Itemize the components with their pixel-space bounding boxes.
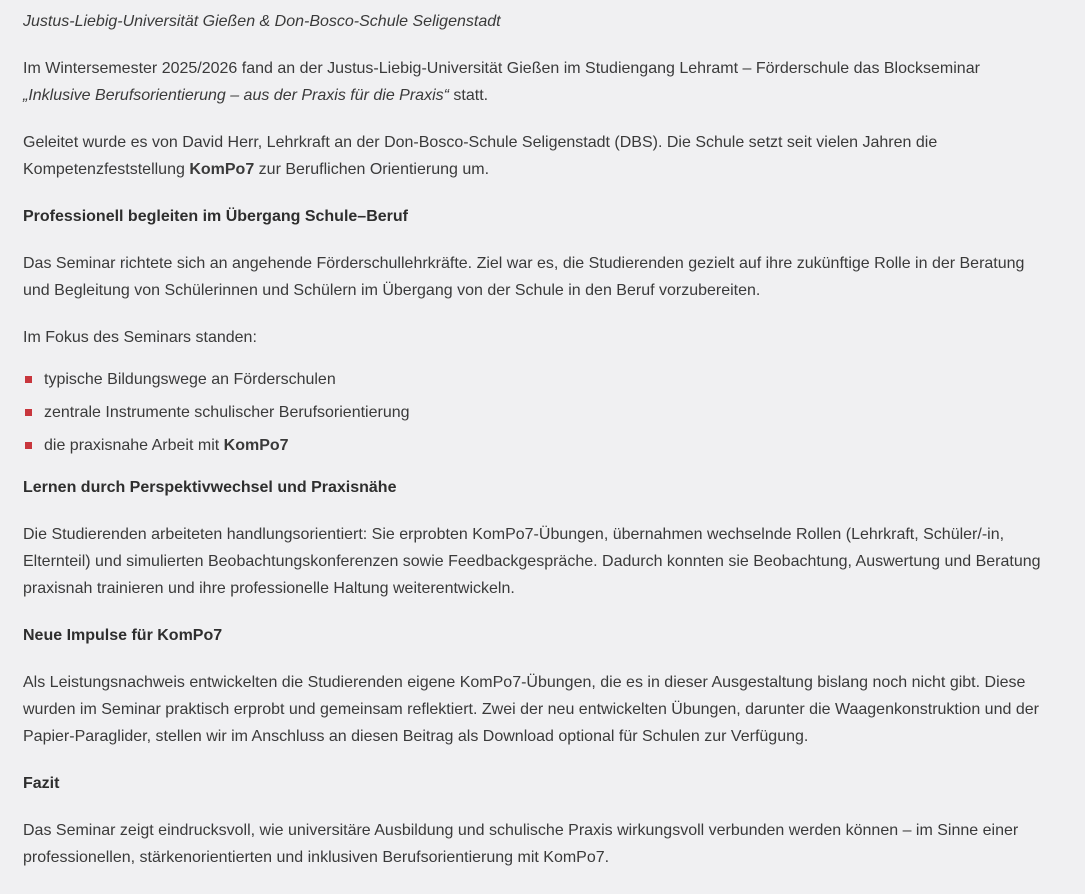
leader-paragraph (23, 129, 1045, 183)
focus-intro: Im Fokus des Seminars standen: (23, 329, 257, 346)
section-paragraph-professional: Das Seminar richtete sich an angehende Förderschullehrkräfte. Ziel war es, die Studierenden gezielt auf ihre zukünftige Rolle in der Beratung und Begleitung von Schülerinnen und Schülern im Übergang von der Schule in den Beruf vorzubereiten. (23, 255, 1025, 299)
intro-paragraph (23, 55, 1045, 109)
list-item-text: die praxisnahe Arbeit mit (44, 437, 224, 454)
byline: Justus-Liebig-Universität Gießen & Don-Bosco-Schule Seligenstadt (23, 13, 501, 30)
list-item (23, 396, 1045, 429)
section-paragraph-impulses: Als Leistungsnachweis entwickelten die Studierenden eigene KomPo7-Übungen, die es in dieser Ausgestaltung bislang noch nicht gibt. Diese wurden im Seminar praktisch erprobt und gemeinsam reflektiert. Zwei der neu entwickelten Übungen, darunter die Waagenkonstruktion und der Papier-Paraglider, stellen wir im Anschluss an diesen Beitrag als Download optional für Schulen zur Verfügung. (23, 674, 1039, 745)
intro-text-end: statt. (448, 87, 489, 104)
seminar-title: „Inklusive Berufsorientierung – aus der Praxis für die Praxis“ (23, 87, 449, 104)
kompo7-strong: KomPo7 (189, 161, 255, 178)
kompo7-strong: KomPo7 (223, 437, 289, 454)
square-bullet-icon (25, 376, 32, 383)
list-item-text: typische Bildungswege an Förderschulen (44, 371, 336, 388)
leader-text-end: zur Beruflichen Orientierung um. (254, 161, 490, 178)
section-heading-perspective: Lernen durch Perspektivwechsel und Praxisnähe (23, 479, 397, 496)
focus-list (23, 363, 1045, 462)
list-item (23, 363, 1045, 396)
section-paragraph-conclusion: Das Seminar zeigt eindrucksvoll, wie universitäre Ausbildung und schulische Praxis wirkungsvoll verbunden werden können – im Sinne einer professionellen, stärkenorientierten und inklusiven Berufsorientierung mit KomPo7. (23, 822, 1019, 866)
section-heading-conclusion: Fazit (23, 775, 60, 792)
list-item-text: zentrale Instrumente schulischer Berufsorientierung (44, 404, 410, 421)
intro-text: Im Wintersemester 2025/2026 fand an der Justus-Liebig-Universität Gießen im Studiengang Lehramt – Förderschule das Blockseminar (23, 60, 980, 77)
section-heading-professional: Professionell begleiten im Übergang Schule–Beruf (23, 208, 408, 225)
leader-text: Geleitet wurde es von David Herr, Lehrkraft an der Don-Bosco-Schule Seligenstadt (DBS). Die Schule setzt seit vielen Jahren die Kompetenzfeststellung (23, 134, 938, 178)
square-bullet-icon (25, 409, 32, 416)
section-paragraph-perspective: Die Studierenden arbeiteten handlungsorientiert: Sie erprobten KomPo7-Übungen, übernahmen wechselnde Rollen (Lehrkraft, Schüler/-in, Elternteil) und simulierten Beobachtungskonferenzen sowie Feedbackgespräche. Dadurch konnten sie Beobachtung, Auswertung und Beratung praxisnah trainieren und ihre professionelle Haltung weiterentwickeln. (23, 526, 1041, 597)
square-bullet-icon (25, 442, 32, 449)
section-heading-impulses: Neue Impulse für KomPo7 (23, 627, 223, 644)
list-item (23, 429, 1045, 462)
